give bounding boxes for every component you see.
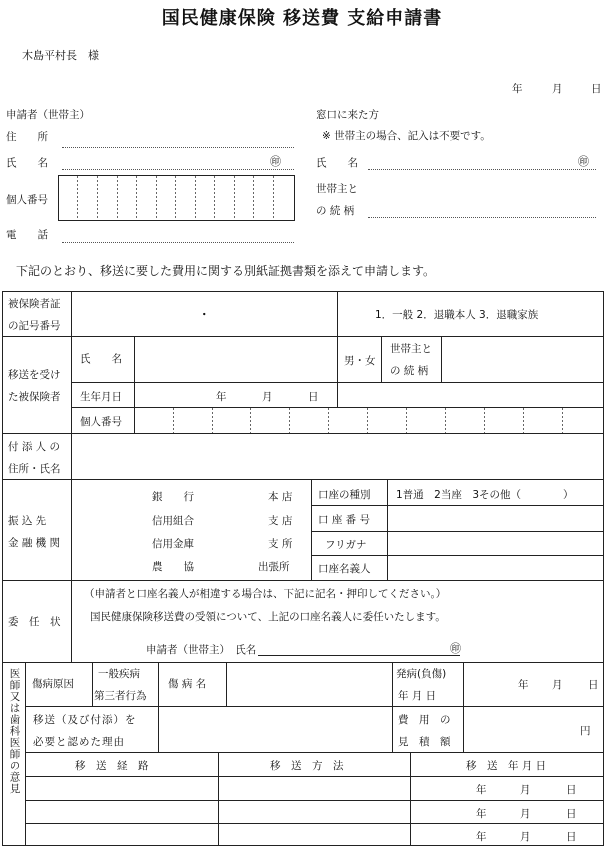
applicant-name-label: 氏 名 [6, 157, 48, 169]
applicant-phone-label: 電 話 [6, 229, 48, 241]
patient-name-label: 氏 名 [80, 353, 122, 365]
row1-month: 月 [520, 784, 531, 796]
dob-month: 月 [262, 391, 273, 403]
branch-type-head[interactable]: 本 店 [268, 491, 293, 503]
patient-label-2: た被保険者 [8, 391, 61, 403]
dob-day: 日 [308, 391, 319, 403]
row3-year: 年 [476, 831, 487, 843]
visitor-note: ※ 世帯主の場合、記入は不要です。 [322, 130, 491, 142]
date-day: 日 [591, 83, 602, 95]
branch-type-branch[interactable]: 支 店 [268, 515, 293, 527]
delegation-seal-icon: ㊞ [450, 642, 461, 655]
applicant-address-label: 住 所 [6, 131, 48, 143]
attendant-label-1: 付 添 人 の [8, 441, 61, 453]
reason-label-2: 必要と認めた理由 [33, 736, 125, 748]
branch-type-sub[interactable]: 出張所 [258, 561, 290, 573]
branch-type-office[interactable]: 支 所 [268, 538, 293, 550]
visitor-seal-icon: ㊞ [578, 155, 589, 168]
delegation-note: （申請者と口座名義人が相違する場合は、下記に記名・押印してください。） [84, 588, 447, 600]
onset-month: 月 [552, 679, 563, 691]
row3-month: 月 [520, 831, 531, 843]
account-number-label: 口 座 番 号 [318, 514, 371, 526]
applicant-heading: 申請者（世帯主） [6, 109, 90, 121]
bank-label-1: 振 込 先 [8, 515, 47, 527]
bank-type-ja[interactable]: 農 協 [152, 561, 194, 573]
applicant-my-number-label: 個人番号 [6, 194, 48, 206]
bank-type-bank[interactable]: 銀 行 [152, 491, 194, 503]
row2-month: 月 [520, 808, 531, 820]
delegation-text: 国民健康保険移送費の受領について、上記の口座名義人に委任いたします。 [90, 611, 446, 623]
visitor-relation-label-2: の 続 柄 [316, 205, 355, 217]
account-holder-label: 口座名義人 [318, 563, 371, 575]
row3-day: 日 [566, 831, 577, 843]
insured-id-label-1: 被保険者証 [8, 298, 61, 310]
doctor-side-label: 医師又は歯科医師の意見 [8, 668, 21, 795]
insured-id-field[interactable]: ・ [199, 309, 210, 321]
cost-yen: 円 [580, 725, 591, 737]
account-type-label: 口座の種別 [318, 489, 371, 501]
applicant-seal-icon: ㊞ [270, 155, 281, 168]
method-header: 移 送 方 法 [270, 760, 344, 772]
onset-year: 年 [518, 679, 529, 691]
bank-label-2: 金 融 機 関 [8, 537, 61, 549]
visitor-relation-label-1: 世帯主と [316, 183, 358, 195]
page-title: 国民健康保険 移送費 支給申請書 [161, 8, 443, 29]
dob-year: 年 [216, 391, 227, 403]
visitor-name-label: 氏 名 [316, 157, 358, 169]
row1-year: 年 [476, 784, 487, 796]
patient-my-number-label: 個人番号 [80, 416, 122, 428]
delegation-applicant-label: 申請者（世帯主） 氏名 [146, 644, 257, 656]
row2-day: 日 [566, 808, 577, 820]
patient-label-1: 移送を受け [8, 369, 61, 381]
attendant-label-2: 住所・氏名 [8, 463, 61, 475]
route-header: 移 送 経 路 [75, 760, 149, 772]
insured-id-label-2: の記号番号 [8, 320, 61, 332]
onset-day: 日 [588, 679, 599, 691]
transfer-date-header: 移 送 年 月 日 [466, 760, 547, 772]
category-options[interactable]: 1．一般 2．退職本人 3．退職家族 [375, 309, 539, 321]
onset-label-1: 発病(負傷) [396, 668, 447, 680]
cause-label: 傷病原因 [32, 678, 74, 690]
disease-label: 傷 病 名 [168, 678, 207, 690]
reason-label-1: 移送（及び付添）を [33, 714, 137, 726]
patient-relation-label-2: の 続 柄 [390, 365, 429, 377]
cost-label-1: 費 用 の [398, 714, 451, 726]
sex-selector[interactable]: 男・女 [344, 355, 376, 367]
bank-type-shinkin[interactable]: 信用金庫 [152, 538, 194, 550]
row2-year: 年 [476, 808, 487, 820]
dob-label: 生年月日 [80, 391, 122, 403]
furigana-label: フリガナ [325, 539, 367, 551]
bank-type-credit-union[interactable]: 信用組合 [152, 515, 194, 527]
delegation-name-field[interactable] [258, 640, 458, 654]
intro-text: 下記のとおり、移送に要した費用に関する別紙証拠書類を添えて申請します。 [16, 264, 436, 278]
cause-option-general[interactable]: 一般疾病 [98, 668, 140, 680]
patient-relation-label-1: 世帯主と [390, 343, 432, 355]
row1-day: 日 [566, 784, 577, 796]
onset-label-2: 年 月 日 [398, 690, 437, 702]
addressee: 木島平村長 様 [22, 49, 99, 62]
date-month: 月 [552, 83, 563, 95]
account-type-options[interactable]: 1普通 2当座 3その他（ ） [396, 489, 574, 501]
cost-label-2: 見 積 額 [398, 736, 451, 748]
date-year: 年 [512, 83, 523, 95]
cause-option-third-party[interactable]: 第三者行為 [94, 690, 147, 702]
visitor-heading: 窓口に来た方 [316, 109, 379, 121]
delegation-label: 委 任 状 [8, 616, 61, 628]
